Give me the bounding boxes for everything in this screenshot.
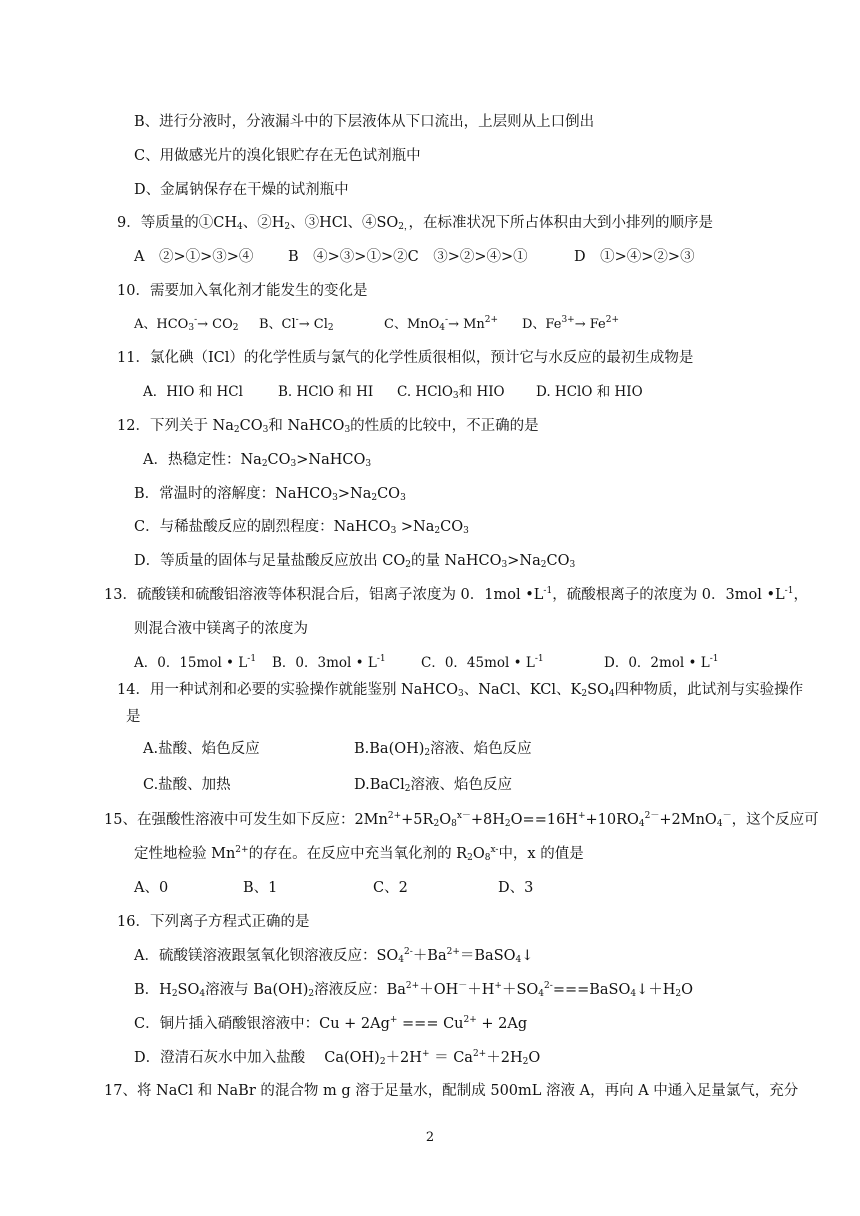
- q14-stem-line2: 是: [126, 709, 141, 725]
- q12-option-c: C．与稀盐酸反应的剧烈程度：NaHCO$_3$ $>Na_2CO_3$: [134, 519, 469, 536]
- q11-stem: 11．氯化碘（ICl）的化学性质与氯气的化学性质很相似，预计它与水反应的最初生成物是: [117, 350, 694, 366]
- q15-option-a: A、0: [134, 880, 169, 896]
- q10-option-a: A、$HCO_3^-\to CO_2$: [134, 315, 239, 333]
- q8-option-c: C、用做感光片的溴化银贮存在无色试剂瓶中: [134, 148, 421, 164]
- q11-option-b: B. HClO 和 HI: [278, 384, 374, 400]
- q17-stem: 17、将 NaCl 和 NaBr 的混合物 m g 溶于足量水，配制成 500mL 溶液 A，再向 A 中通入足量氯气，充分: [104, 1083, 799, 1099]
- q9-option-b-c: B ④>③>①>②C ③>②>④>①: [288, 249, 528, 265]
- q15-stem-line1: 15、在强酸性溶液中可发生如下反应：$2Mn^{2+}+5R_2O_8^{x-}+8H_2O==16H^++10RO_4^{2-}+2MnO_4^-$，这个反应可: [104, 811, 819, 829]
- q16-option-d: D．澄清石灰水中加入盐酸 $Ca(OH)_2+2H^+ = Ca^{2+}+2H_2O$: [134, 1049, 541, 1067]
- q9-option-d: D ①>④>②>③: [574, 249, 695, 265]
- q13-stem-line2: 则混合液中镁离子的浓度为: [134, 621, 308, 637]
- q8-option-b: B、进行分液时，分液漏斗中的下层液体从下口流出，上层则从上口倒出: [134, 114, 595, 130]
- q11-option-c: C. HClO$_3$和 HIO: [397, 384, 505, 401]
- q16-option-b: B．$H_2SO_4$溶液与 $Ba(OH)_2$溶液反应：$Ba^{2+}+OH^-+H^++SO_4^{2-}===BaSO_4↓+H_2O$: [134, 981, 694, 999]
- q16-stem: 16．下列离子方程式正确的是: [117, 914, 310, 930]
- q12-stem: 12．下列关于 $Na_2CO_3$和 NaHCO$_3$的性质的比较中，不正确的是: [117, 418, 539, 435]
- page-number: 2: [425, 1130, 435, 1145]
- q15-option-d: D、3: [498, 880, 534, 896]
- q15-stem-line2: 定性地检验 $Mn^{2+}$的存在。在反应中充当氧化剂的 $R_2O_8^{x-}$中，x 的值是: [134, 845, 584, 863]
- q9-option-a: A ②>①>③>④: [134, 249, 254, 265]
- q13-option-a: A．0．15mol • $L^{-1}$: [134, 654, 257, 671]
- q11-option-a: A．HIO 和 HCl: [143, 384, 243, 400]
- q14-option-d: D.BaCl$_2$溶液、焰色反应: [354, 777, 512, 794]
- q13-option-c: C．0．45mol • $L^{-1}$: [421, 654, 544, 671]
- q10-option-d: D、$Fe^{3+}\to Fe^{2+}$: [522, 315, 620, 332]
- q8-option-d: D、金属钠保存在干燥的试剂瓶中: [134, 182, 349, 198]
- q14-option-c: C.盐酸、加热: [143, 777, 231, 793]
- q14-stem-line1: 14．用一种试剂和必要的实验操作就能鉴别 NaHCO$_3$、NaCl、KCl、$K_2SO_4$四种物质，此试剂与实验操作: [117, 682, 804, 699]
- q12-option-d: D．等质量的固体与足量盐酸反应放出 $CO_2$的量 $NaHCO_3>Na_2CO_3$: [134, 553, 576, 570]
- q10-option-c: C、$MnO_4^-\to Mn^{2+}$: [384, 315, 499, 333]
- q12-option-a: A．热稳定性：$Na_2CO_3>NaHCO_3$: [143, 452, 372, 469]
- q13-option-b: B．0．3mol • $L^{-1}$: [272, 654, 386, 671]
- q13-stem-line1: 13．硫酸镁和硫酸铝溶液等体积混合后，铝离子浓度为 0．1mol $•L^{-1}$，硫酸根离子的浓度为 0．3mol $•L^{-1}$，: [104, 586, 808, 603]
- q10-option-b: B、$Cl^-\to Cl_2$: [259, 315, 334, 333]
- q16-option-a: A．硫酸镁溶液跟氢氧化钡溶液反应：$SO_4^{2-}+Ba^{2+}=BaSO_4↓$: [134, 947, 534, 965]
- q11-option-d: D. HClO 和 HIO: [536, 384, 643, 400]
- q15-option-b: B、1: [243, 880, 278, 896]
- q15-option-c: C、2: [373, 880, 408, 896]
- q9-stem: 9．等质量的$①CH_4$、$②H_2$、③HCl、$④SO_{2,}$，在标准状况下所占体积由大到小排列的顺序是: [117, 215, 714, 232]
- q14-option-a: A.盐酸、焰色反应: [143, 741, 260, 757]
- q12-option-b: B．常温时的溶解度：$NaHCO_3>Na_2CO_3$: [134, 486, 406, 503]
- q10-stem: 10．需要加入氧化剂才能发生的变化是: [117, 283, 368, 299]
- q13-option-d: D．0．2mol • $L^{-1}$: [604, 654, 719, 671]
- q16-option-c: C．铜片插入硝酸银溶液中：Cu + 2Ag+ === $Cu^{2+} + 2Ag$: [134, 1015, 528, 1032]
- q14-option-b: $B.Ba(OH)_2$溶液、焰色反应: [354, 741, 532, 758]
